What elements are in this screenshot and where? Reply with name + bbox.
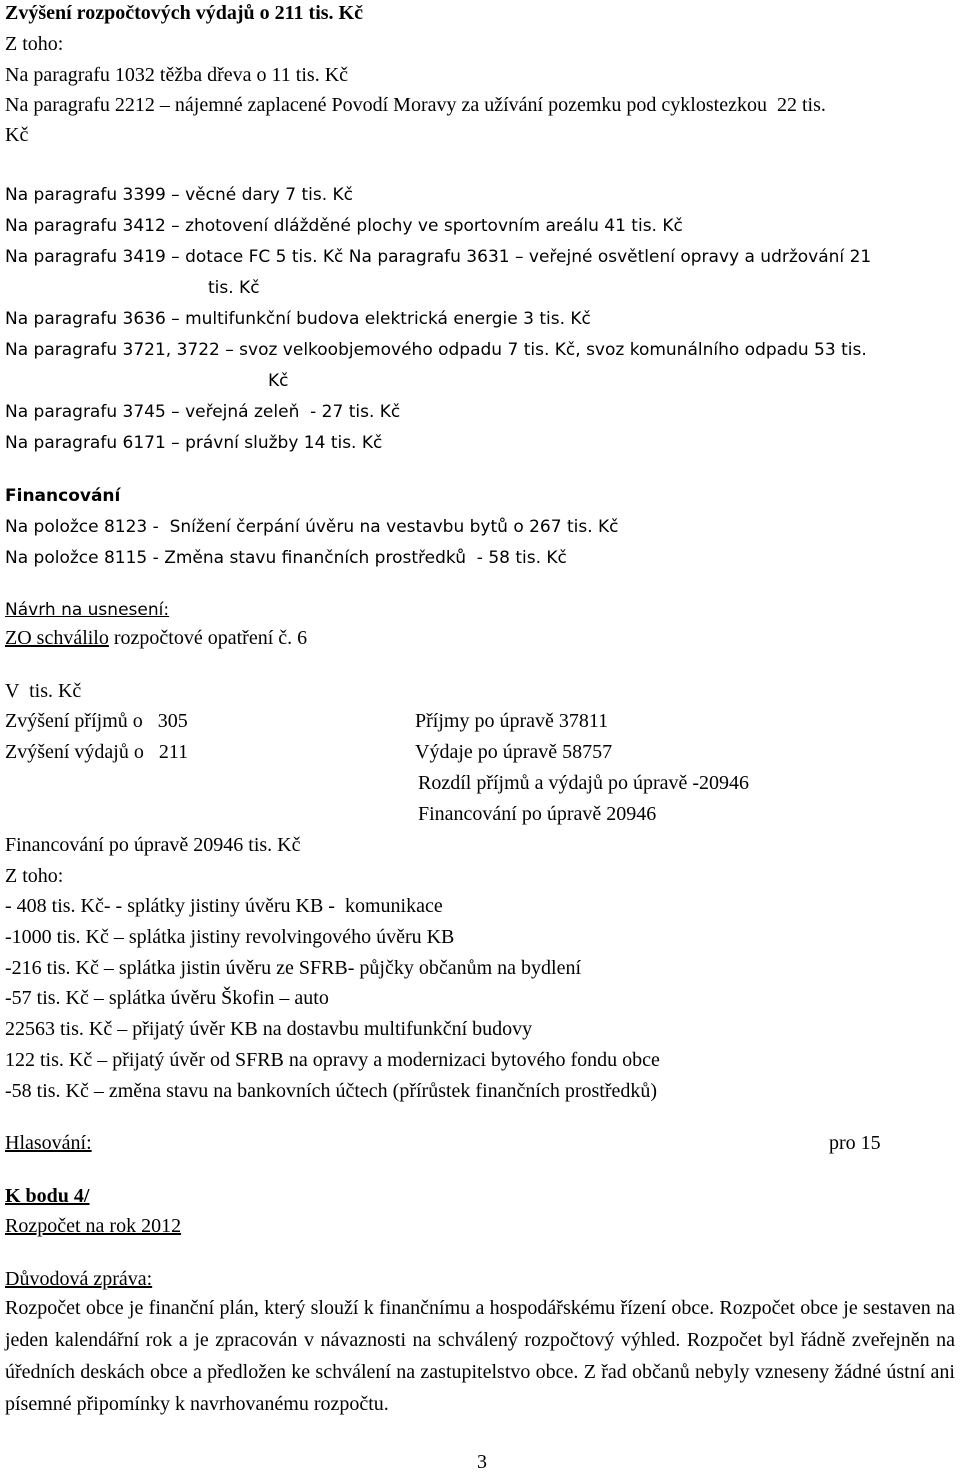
financing-right: Financování po úpravě 20946 bbox=[418, 803, 657, 825]
expense-increase: Zvýšení výdajů o 211 bbox=[5, 741, 189, 763]
p8123-line: Na položce 8123 - Snížení čerpání úvěru na vestavbu bytů o 267 tis. Kč bbox=[5, 517, 619, 537]
unit-label: V tis. Kč bbox=[5, 680, 82, 702]
financing-heading: Financování bbox=[5, 486, 121, 506]
p3721-line: Na paragrafu 3721, 3722 – svoz velkoobjemového odpadu 7 tis. Kč, svoz komunálního odpadu 53 tis. bbox=[5, 340, 867, 360]
financing-left: Financování po úpravě 20946 tis. Kč bbox=[5, 834, 301, 856]
p3412-line: Na paragrafu 3412 – zhotovení dlážděné plochy ve sportovním areálu 41 tis. Kč bbox=[5, 216, 683, 236]
list-item: -57 tis. Kč – splátka úvěru Škofin – auto bbox=[5, 987, 329, 1009]
p3636-line: Na paragrafu 3636 – multifunkční budova elektrická energie 3 tis. Kč bbox=[5, 309, 591, 329]
expense-after: Výdaje po úpravě 58757 bbox=[415, 741, 613, 763]
p3631-unit: tis. Kč bbox=[208, 278, 260, 298]
reason-text: Rozpočet obce je finanční plán, který slouží k finančnímu a hospodářskému řízení obce. Rozpočet obce je sestaven na jeden kalendářní rok a je zpracován v návaznosti na schválený rozpočtový výhled. Rozpočet byl řádně zveřejněn na úředních deskách obce a předložen ke schválení na zastupitelstvo obce. Z řad občanů nebyly vzneseny žádné ústní ani písemné připomínky k navrhovanému rozpočtu. bbox=[5, 1297, 955, 1415]
measure-text: rozpočtové opatření č. 6 bbox=[108, 627, 308, 649]
p2212-unit: Kč bbox=[5, 124, 29, 146]
page-number: 3 bbox=[477, 1451, 487, 1473]
p3745-line: Na paragrafu 3745 – veřejná zeleň - 27 tis. Kč bbox=[5, 402, 401, 422]
p6171-line: Na paragrafu 6171 – právní služby 14 tis. Kč bbox=[5, 433, 383, 453]
zo-approved: ZO schválilo bbox=[5, 627, 109, 649]
voting-result: pro 15 bbox=[829, 1132, 881, 1154]
p8115-line: Na položce 8115 - Změna stavu finančních prostředků - 58 tis. Kč bbox=[5, 548, 567, 568]
p3721-unit: Kč bbox=[268, 371, 289, 391]
p2212-line: Na paragrafu 2212 – nájemné zaplacené Povodí Moravy za užívání pozemku pod cyklostezkou 22 tis. bbox=[5, 94, 826, 116]
resolution-z-toho: Z toho: bbox=[5, 865, 64, 887]
list-item: -1000 tis. Kč – splátka jistiny revolvingového úvěru KB bbox=[5, 926, 455, 948]
list-item: 22563 tis. Kč – přijatý úvěr KB na dostavbu multifunkční budovy bbox=[5, 1018, 533, 1040]
list-item: 122 tis. Kč – přijatý úvěr od SFRB na opravy a modernizaci bytového fondu obce bbox=[5, 1049, 660, 1071]
item4-subheading: Rozpočet na rok 2012 bbox=[5, 1215, 182, 1237]
expense-heading: Zvýšení rozpočtových výdajů o 211 tis. Kč bbox=[5, 2, 363, 24]
p3399-line: Na paragrafu 3399 – věcné dary 7 tis. Kč bbox=[5, 185, 354, 205]
voting-label: Hlasování: bbox=[5, 1132, 92, 1154]
list-item: - 408 tis. Kč- - splátky jistiny úvěru KB - komunikace bbox=[5, 895, 443, 917]
income-after: Příjmy po úpravě 37811 bbox=[415, 710, 609, 732]
resolution-label: Návrh na usnesení: bbox=[5, 600, 170, 620]
p1032-line: Na paragrafu 1032 těžba dřeva o 11 tis. Kč bbox=[5, 64, 349, 86]
reason-label: Důvodová zpráva: bbox=[5, 1268, 153, 1290]
z-toho-label: Z toho: bbox=[5, 33, 64, 55]
difference-line: Rozdíl příjmů a výdajů po úpravě -20946 bbox=[418, 772, 750, 794]
resolution-line bbox=[5, 626, 307, 650]
list-item: -58 tis. Kč – změna stavu na bankovních účtech (přírůstek finančních prostředků) bbox=[5, 1080, 658, 1102]
list-item: -216 tis. Kč – splátka jistin úvěru ze SFRB- půjčky občanům na bydlení bbox=[5, 957, 582, 979]
income-increase: Zvýšení příjmů o 305 bbox=[5, 710, 188, 732]
p3419-line: Na paragrafu 3419 – dotace FC 5 tis. Kč Na paragrafu 3631 – veřejné osvětlení opravy a udržování 21 bbox=[5, 247, 872, 267]
item4-heading: K bodu 4/ bbox=[5, 1185, 90, 1207]
